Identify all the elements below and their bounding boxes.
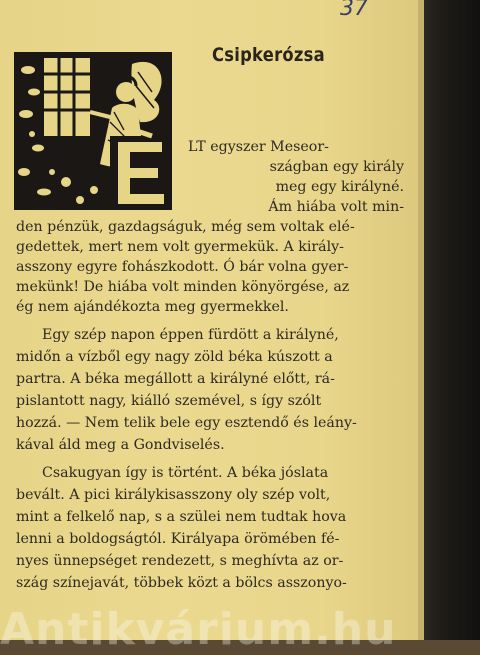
text-line: nyes ünnepséget rendezett, s meghívta az or- [16,553,344,569]
text-line: lenni a boldogságtól. Királyapa örömében fé- [16,531,340,547]
text-line: hozzá. — Nem telik bele egy esztendő és leány- [16,415,357,431]
text-line: Egy szép napon éppen fürdött a királyné, [42,327,339,343]
text-line: bevált. A pici királykisasszony oly szép volt, [16,487,331,503]
text-line: gedettek, mert nem volt gyermekük. A király- [16,239,344,255]
illustrated-drop-cap [14,52,172,210]
text-line: Csakugyan így is történt. A béka jóslata [42,465,329,481]
text-line: szágban egy király [269,159,404,175]
text-line: meg egy királyné. [275,179,404,195]
text-line: Ám hiába volt min- [268,199,404,215]
story-title: Csipkerózsa [212,44,325,66]
text-line: szág színejavát, többek közt a bölcs asszonyo- [16,575,347,591]
text-line: pislantott nagy, kiálló szemével, s így szólt [16,393,322,409]
text-line: den pénzük, gazdagságuk, még sem voltak elé- [16,219,355,235]
text-line: partra. A béka megállott a királyné előtt, rá- [16,371,335,387]
text-line: LT egyszer Meseor- [188,139,329,155]
text-line: asszony egyre fohászkodott. Ó bár volna gyer- [16,259,349,275]
text-line: mint a felkelő nap, s a szülei nem tudtak hova [16,509,347,525]
text-line: kával áld meg a Gondviselés. [16,437,225,453]
book-spine [424,0,480,640]
watermark: Antikvárium.hu [0,604,397,655]
page-number: 37 [340,0,368,21]
text-line: mekünk! De hiába volt minden könyörgése, az [16,279,350,295]
text-line: ég nem ajándékozta meg gyermekkel. [16,299,289,315]
text-line: midőn a vízből egy nagy zöld béka kúszott a [16,349,333,365]
